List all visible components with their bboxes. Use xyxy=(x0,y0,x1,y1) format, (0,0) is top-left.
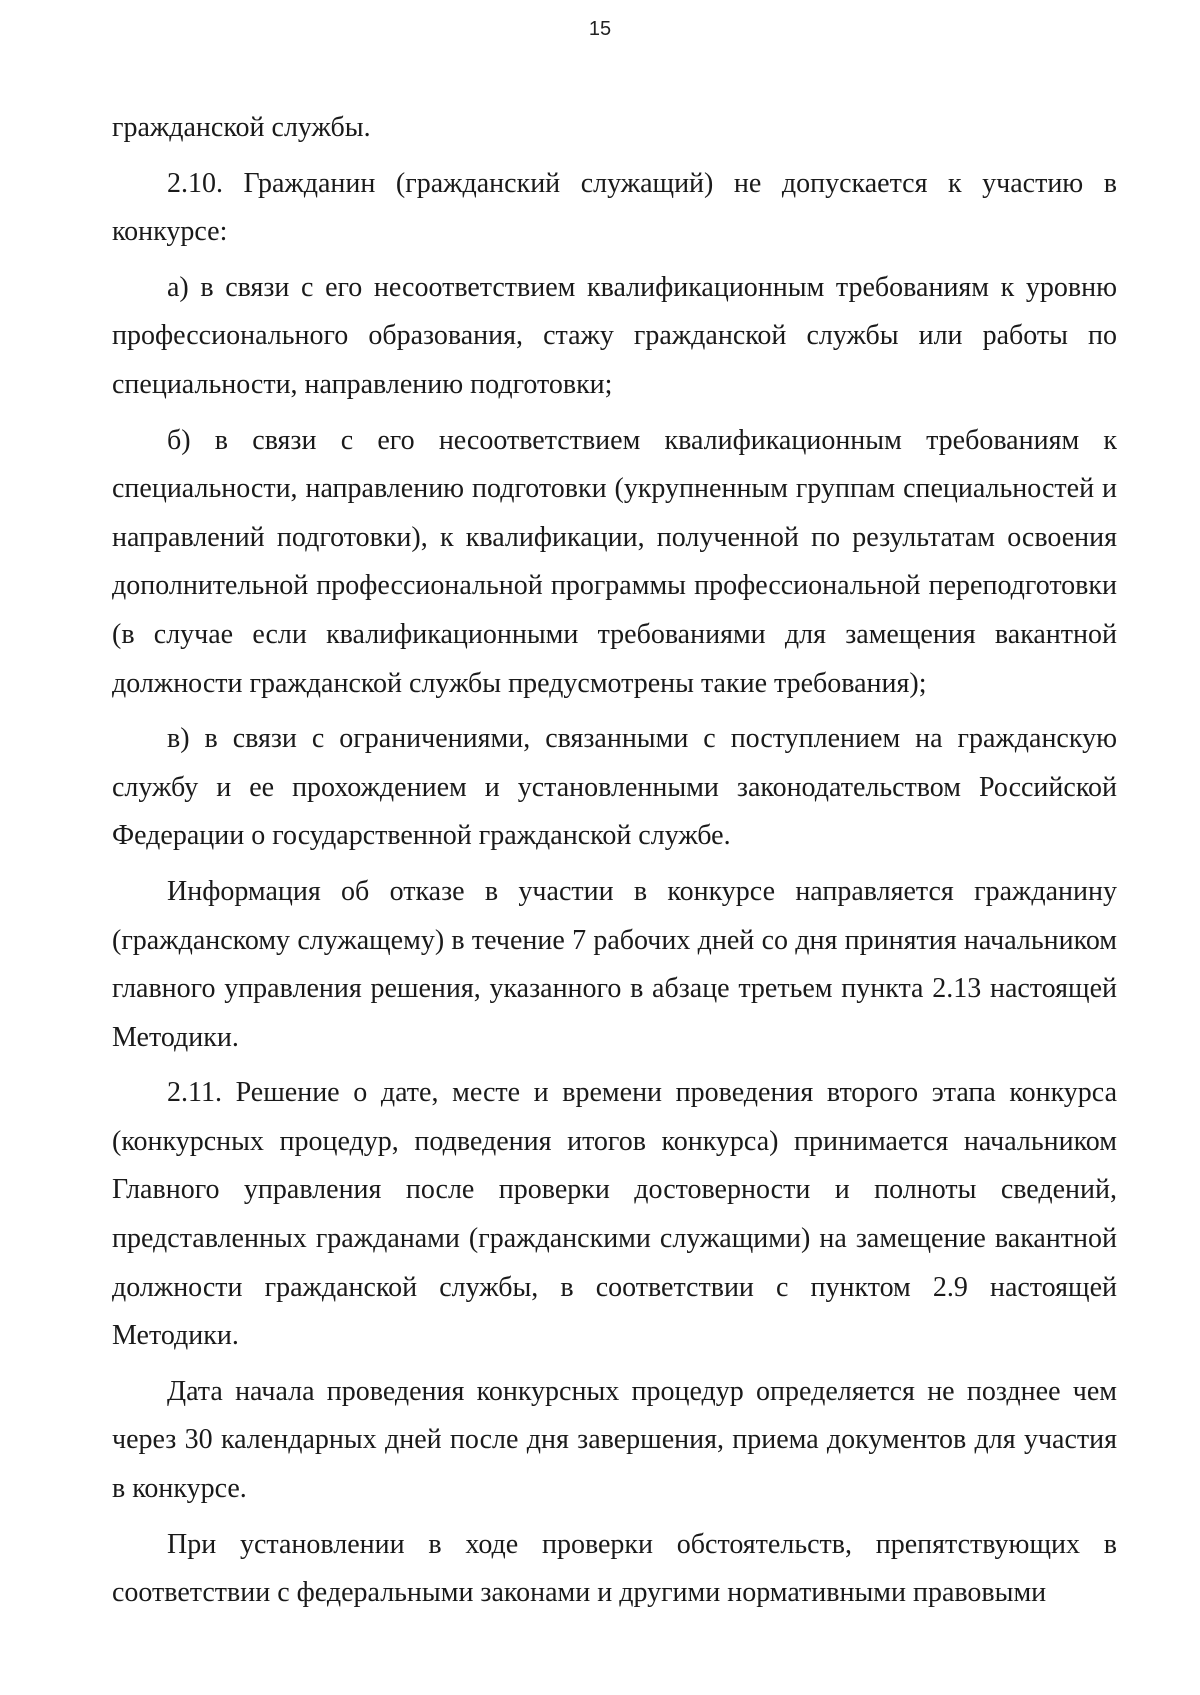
page-number: 15 xyxy=(588,18,612,40)
paragraph-refusal-info: Информация об отказе в участии в конкурсе направляется гражданину (гражданскому служащему) в течение 7 рабочих дней со дня принятия начальником главного управления решения, указанного в абзаце третьем пункта 2.13 настоящей Методики. xyxy=(112,875,1117,1053)
paragraph-item-a: а) в связи с его несоответствием квалификационным требованиям к уровню профессионального образования, стажу гражданской службы или работы по специальности, направлению подготовки; xyxy=(112,271,1117,400)
paragraph-2-11: 2.11. Решение о дате, месте и времени проведения второго этапа конкурса (конкурсных процедур, подведения итогов конкурса) принимается начальником Главного управления после проверки достоверности и полноты сведений, представленных гражданами (гражданскими служащими) на замещение вакантной должности гражданской службы, в соответствии с пунктом 2.9 настоящей Методики. xyxy=(112,1077,1117,1352)
paragraph-item-v: в) в связи с ограничениями, связанными с поступлением на гражданскую службу и ее прохождением и установленными законодательством Российской Федерации о государственной гражданской службе. xyxy=(112,723,1117,852)
paragraph-start-date: Дата начала проведения конкурсных процедур определяется не позднее чем через 30 календарных дней после дня завершения, приема документов для участия в конкурсе. xyxy=(112,1375,1117,1505)
document-body xyxy=(112,104,1117,1625)
paragraph-circumstances: При установлении в ходе проверки обстоятельств, препятствующих в соответствии с федеральными законами и другими нормативными правовыми xyxy=(112,1528,1117,1609)
paragraph-item-b: б) в связи с его несоответствием квалификационным требованиям к специальности, направлению подготовки (укрупненным группам специальностей и направлений подготовки), к квалификации, полученной по результатам освоения дополнительной профессиональной программы профессиональной переподготовки (в случае если квалификационными требованиями для замещения вакантной должности гражданской службы предусмотрены такие требования); xyxy=(112,424,1117,699)
paragraph-2-10: 2.10. Гражданин (гражданский служащий) не допускается к участию в конкурсе: xyxy=(112,167,1117,248)
paragraph-continuation: гражданской службы. xyxy=(112,112,371,143)
